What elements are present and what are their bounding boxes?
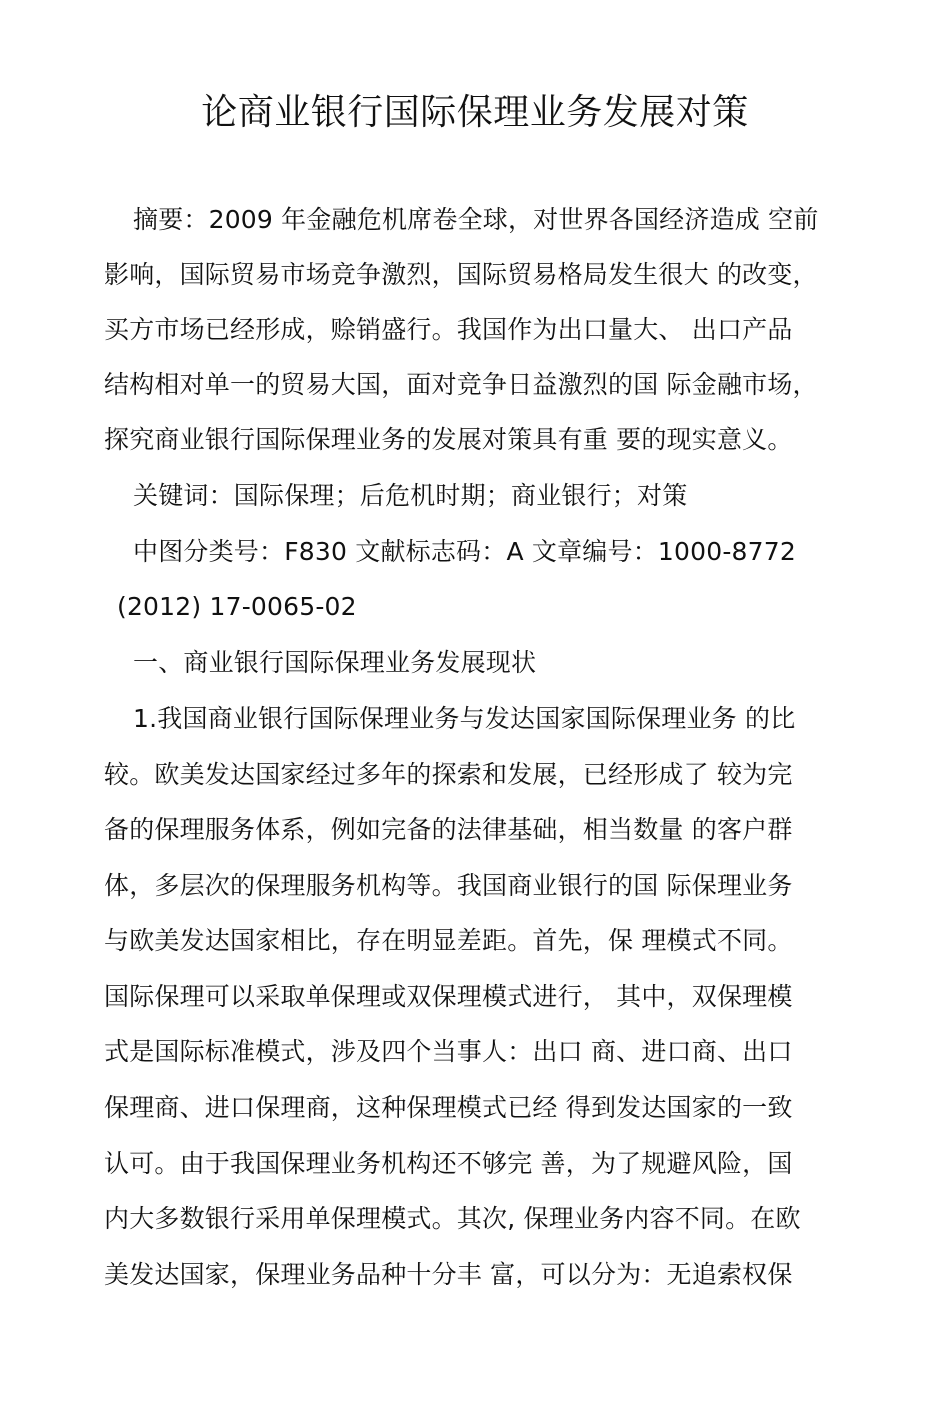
body-line-6: 国际保理可以采取单保理或双保理模式进行， 其中，双保理模 — [104, 982, 793, 1011]
abstract-line-1: 摘要：2009 年金融危机席卷全球，对世界各国经济造成 空前 — [133, 205, 819, 234]
body-line-10: 内大多数银行采用单保理模式。其次, 保理业务内容不同。在欧 — [104, 1204, 801, 1233]
abstract-line-4: 结构相对单一的贸易大国，面对竞争日益激烈的国 际金融市场， — [104, 370, 818, 399]
abstract-line-2: 影响，国际贸易市场竞争激烈，国际贸易格局发生很大 的改变， — [104, 260, 818, 289]
body-line-11: 美发达国家，保理业务品种十分丰 富，可以分为：无追索权保 — [104, 1260, 793, 1289]
section-heading: 一、商业银行国际保理业务发展现状 — [133, 648, 537, 677]
abstract-line-3: 买方市场已经形成，赊销盛行。我国作为出口量大、 出口产品 — [104, 315, 793, 344]
body-line-3: 备的保理服务体系，例如完备的法律基础，相当数量 的客户群 — [104, 815, 793, 844]
body-line-8: 保理商、进口保理商，这种保理模式已经 得到发达国家的一致 — [104, 1093, 793, 1122]
classification-line: 中图分类号：F830 文献标志码：A 文章编号：1000-8772 — [133, 537, 796, 566]
body-line-5: 与欧美发达国家相比，存在明显差距。首先，保 理模式不同。 — [104, 926, 793, 955]
abstract-line-5: 探究商业银行国际保理业务的发展对策具有重 要的现实意义。 — [104, 425, 793, 454]
body-line-2: 较。欧美发达国家经过多年的探索和发展，已经形成了 较为完 — [104, 760, 793, 789]
body-line-9: 认可。由于我国保理业务机构还不够完 善，为了规避风险，国 — [104, 1149, 793, 1178]
document-title: 论商业银行国际保理业务发展对策 — [201, 92, 749, 133]
article-code-line: (2012) 17-0065-02 — [117, 592, 357, 621]
body-line-1: 1.我国商业银行国际保理业务与发达国家国际保理业务 的比 — [133, 704, 796, 733]
body-line-4: 体，多层次的保理服务机构等。我国商业银行的国 际保理业务 — [104, 871, 793, 900]
keywords-line: 关键词：国际保理；后危机时期；商业银行；对策 — [133, 481, 688, 510]
body-line-7: 式是国际标准模式，涉及四个当事人：出口 商、进口商、出口 — [104, 1037, 793, 1066]
